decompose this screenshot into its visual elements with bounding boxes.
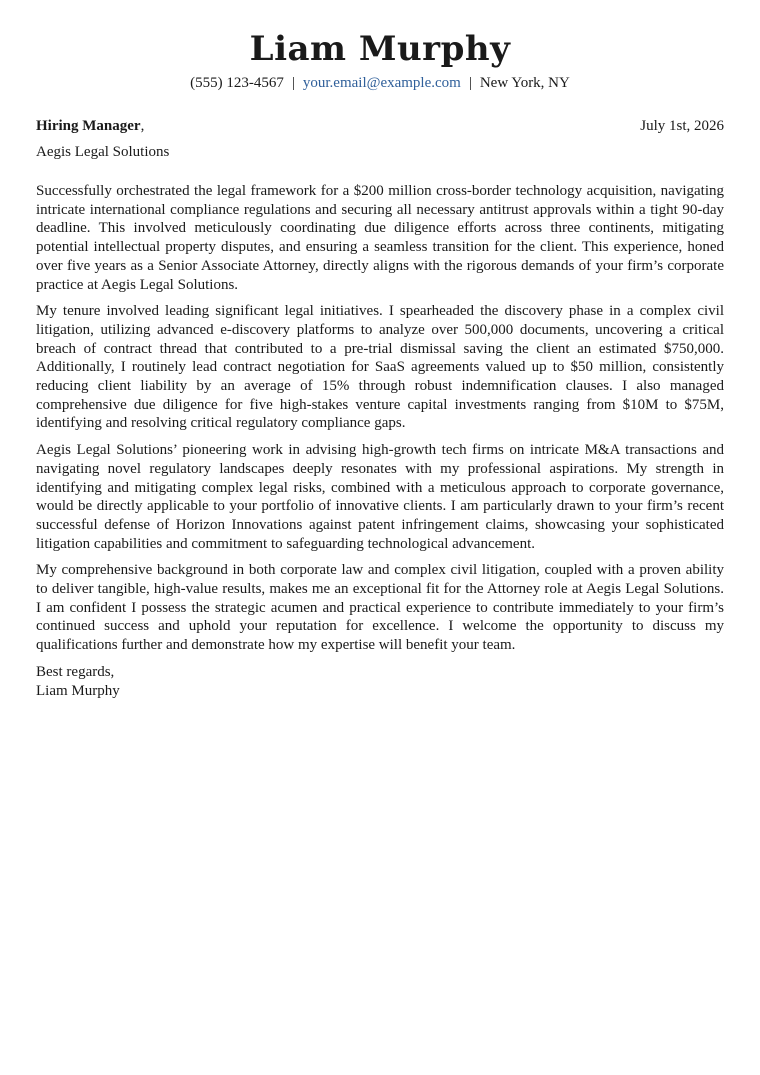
email-link[interactable]: your.email@example.com — [302, 75, 461, 91]
letter-body — [36, 182, 724, 655]
recipient-company: Aegis Legal Solutions — [36, 144, 170, 160]
applicant-name: Liam Murphy — [249, 29, 511, 69]
letter-header — [36, 28, 724, 93]
letter-closing — [36, 663, 724, 701]
phone-number: (555) 123-4567 — [190, 75, 284, 91]
recipient-greeting — [36, 116, 144, 136]
body-paragraph: Successfully orchestrated the legal framework for a $200 million cross-border technology acquisition, navigating intricate international compliance regulations and securing all necessary antitrust approvals within a tight 90-day deadline. This involved meticulously coordinating due diligence efforts across three continents, mitigating potential intellectual property disputes, and ensuring a seamless transition for the client. This experience, honed over five years as a Senior Associate Attorney, directly aligns with the rigorous demands of your firm’s corporate practice at Aegis Legal Solutions. — [36, 183, 724, 293]
contact-line — [36, 73, 724, 93]
recipient-name-suffix: , — [140, 118, 145, 134]
location: New York, NY — [479, 75, 570, 91]
contact-separator: | — [468, 75, 472, 91]
letter-date: July 1st, 2026 — [640, 118, 724, 134]
body-paragraph: My comprehensive background in both corporate law and complex civil litigation, coupled with a proven ability to deliver tangible, high-value results, makes me an exceptional fit for the Attorney role at Aegis Legal Solutions. I am confident I possess the strategic acumen and practical experience to contribute immediately to your firm’s continued success and uphold your reputation for excellence. I welcome the opportunity to discuss my qualifications further and demonstrate how my expertise will benefit your team. — [36, 562, 724, 654]
closing-salutation: Best regards, — [36, 663, 115, 680]
body-paragraph: Aegis Legal Solutions’ pioneering work in advising high-growth tech firms on intricate M&A transactions and navigating novel regulatory landscapes deeply resonates with my professional aspirations. My strength in identifying and mitigating complex legal risks, combined with a meticulous approach to corporate governance, would be directly applicable to your portfolio of innovative clients. I am particularly drawn to your firm’s recent successful defense of Horizon Innovations against patent infringement claims, showcasing your sophisticated litigation capabilities and commitment to safeguarding technological advancement. — [36, 442, 724, 552]
signature-name: Liam Murphy — [36, 682, 120, 699]
recipient-row — [36, 116, 724, 136]
recipient-name: Hiring Manager — [36, 118, 141, 134]
contact-separator: | — [291, 75, 295, 91]
body-paragraph: My tenure involved leading significant legal initiatives. I spearheaded the discovery phase in a complex civil litigation, utilizing advanced e-discovery platforms to analyze over 500,000 documents, uncovering a critical breach of contract thread that contributed to a pre-trial dismissal saving the client an estimated $750,000. Additionally, I routinely lead contract negotiation for SaaS agreements valued up to $50 million, consistently reducing client liability by an average of 15% through robust indemnification clauses. I also managed comprehensive due diligence for five high-stakes venture capital investments ranging from $10M to $75M, identifying and resolving critical regulatory compliance gaps. — [36, 303, 724, 432]
